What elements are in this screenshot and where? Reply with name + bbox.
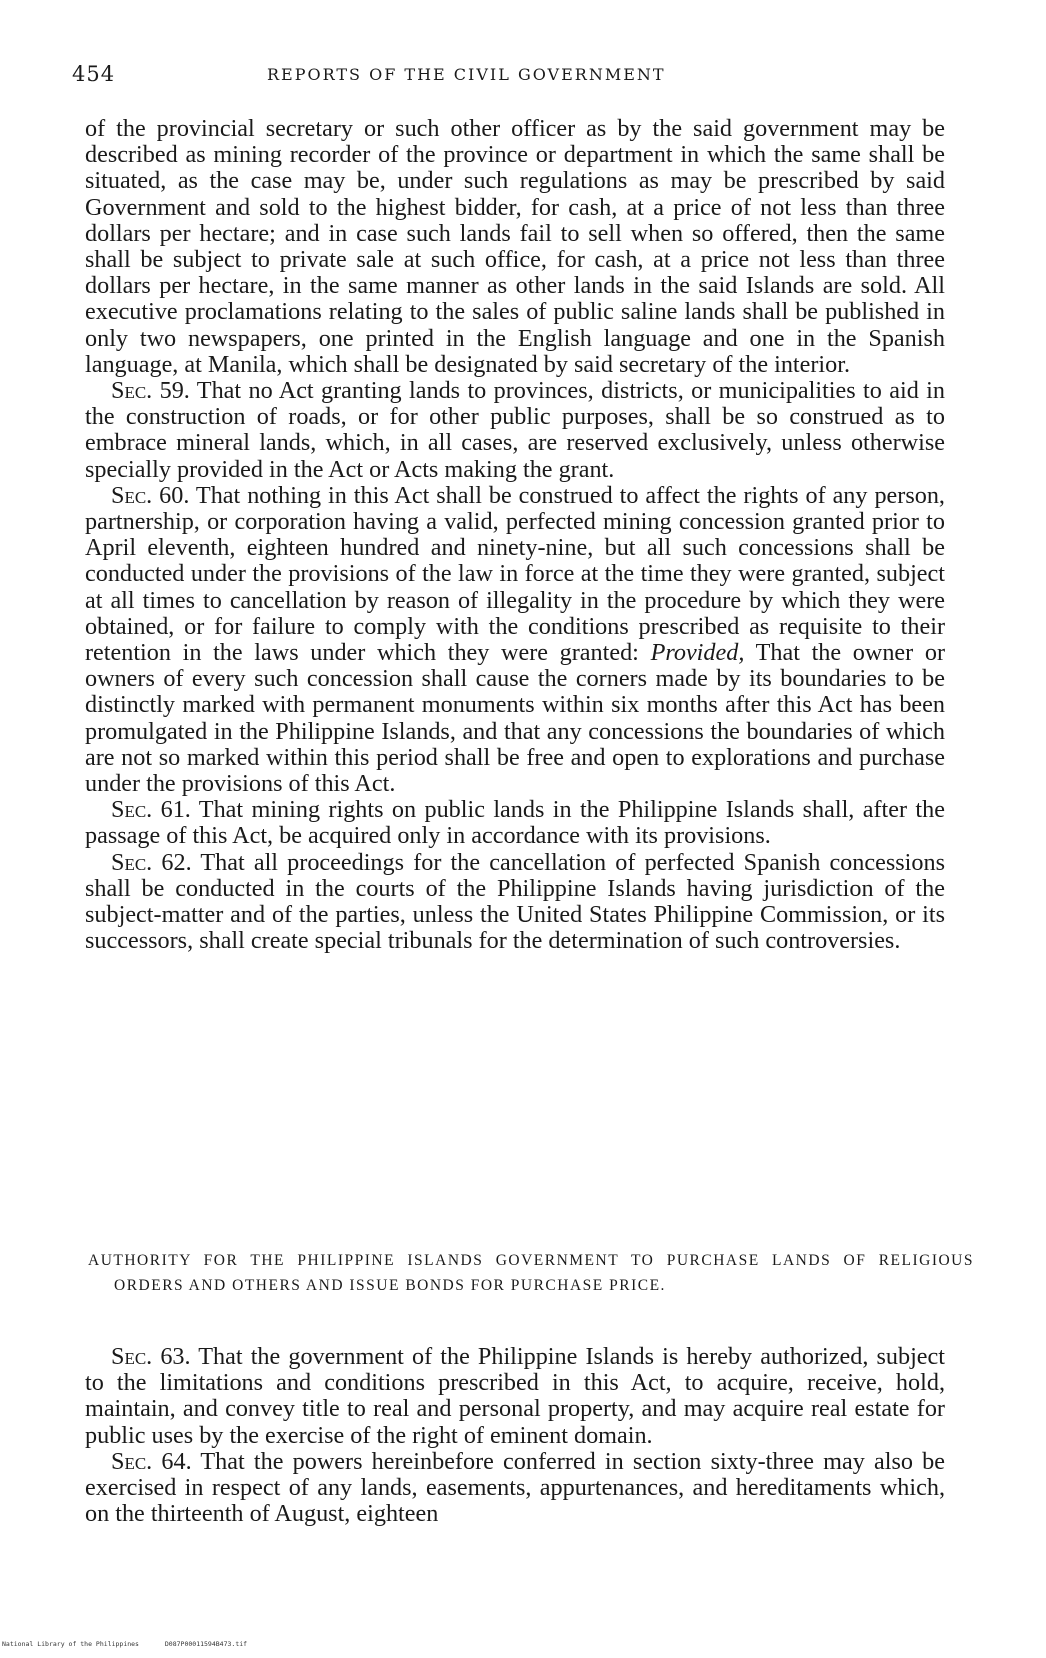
paragraph-text: of the provincial secretary or such other officer as by the said government may be described as mining recorder of the province or department in which the same shall be situated, as the case may be, under such regulations as may be prescribed by said Government and sold to the highest bidder, for cash, at a price of not less than three dollars per hectare; and in case such lands fail to sell when so offered, then the same shall be subject to private sale at such office, for cash, at a price not less than three dollars per hectare, in the same manner as other lands in the said Islands are sold. All executive proclamations relating to the sales of public saline lands shall be published in only two newspapers, one printed in the English language and one in the Spanish language, at Manila, which shall be designated by said secretary of the interior. <box>85 115 945 378</box>
section-64 <box>85 1449 945 1528</box>
proviso-italic: Provided, <box>650 639 745 667</box>
section-heading: AUTHORITY FOR THE PHILIPPINE ISLANDS GOVERNMENT TO PURCHASE LANDS OF RELIGIOUS ORDERS AND OTHERS AND ISSUE BONDS FOR PURCHASE PRICE. <box>88 1252 974 1294</box>
scan-footer <box>2 1640 269 1648</box>
section-label: Sec. 60. <box>111 481 190 509</box>
section-label: Sec. 64. <box>111 1447 192 1475</box>
section-59 <box>85 378 945 483</box>
paragraph-text: That mining rights on public lands in the Philippine Islands shall, after the passage of this Act, be acquired only in accordance with its provisions. <box>85 796 945 850</box>
paragraph-text: That the owner or owners of every such concession shall cause the corners made by its boundaries to be distinctly marked with permanent monuments within six months after this Act has been promulgated in the Philippine Islands, and that any concessions the boundaries of which are not so marked within this period shall be free and open to explorations and purchase under the provisions of this Act. <box>85 639 946 798</box>
running-title: REPORTS OF THE CIVIL GOVERNMENT <box>267 65 666 84</box>
file-name: D087P00011594B473.tif <box>164 1640 248 1648</box>
paragraph-text: That the government of the Philippine Islands is hereby authorized, subject to the limitations and conditions prescribed in this Act, to acquire, receive, hold, maintain, and convey title to real and personal property, and may acquire real estate for public uses by the exercise of the right of eminent domain. <box>85 1343 945 1449</box>
paragraph-text: That nothing in this Act shall be construed to affect the rights of any person, partnership, or corporation having a valid, perfected mining concession granted prior to April eleventh, eighteen hundred and ninety-nine, but all such concessions shall be conducted under the provisions of the law in force at the time they were granted, subject at all times to cancellation by reason of illegality in the procedure by which they were obtained, or for failure to comply with the conditions prescribed as requisite to their retention in the laws under which they were granted: <box>85 481 945 667</box>
body-text-continued <box>85 1344 945 1527</box>
section-label: Sec. 61. <box>111 796 191 824</box>
section-60 <box>85 483 945 797</box>
section-label: Sec. 63. <box>111 1343 191 1370</box>
section-61 <box>85 797 945 849</box>
paragraph-continued <box>85 116 945 378</box>
paragraph-text: That all proceedings for the cancellation of perfected Spanish concessions shall be conducted in the courts of the Philippine Islands having jurisdiction of the subject-matter and of the parties, unless the United States Philippine Commission, or its successors, shall create special tribunals for the determination of such controversies. <box>85 848 945 955</box>
section-63 <box>85 1344 945 1449</box>
page-number: 454 <box>72 62 116 86</box>
body-text <box>85 116 945 955</box>
section-label: Sec. 59. <box>111 377 190 405</box>
library-credit: National Library of the Philippines <box>2 1640 139 1648</box>
section-62 <box>85 850 945 955</box>
running-head <box>72 62 940 92</box>
paragraph-text: That the powers hereinbefore conferred in section sixty-three may also be exercised in respect of any lands, easements, appurtenances, and hereditaments which, on the thirteenth of August, eighteen <box>85 1447 945 1528</box>
paragraph-text: That no Act granting lands to provinces, districts, or municipalities to aid in the construction of roads, or for other public purposes, shall be so construed as to embrace mineral lands, which, in all cases, are reserved exclusively, unless otherwise specially provided in the Act or Acts making the grant. <box>85 377 945 483</box>
section-label: Sec. 62. <box>111 848 192 876</box>
